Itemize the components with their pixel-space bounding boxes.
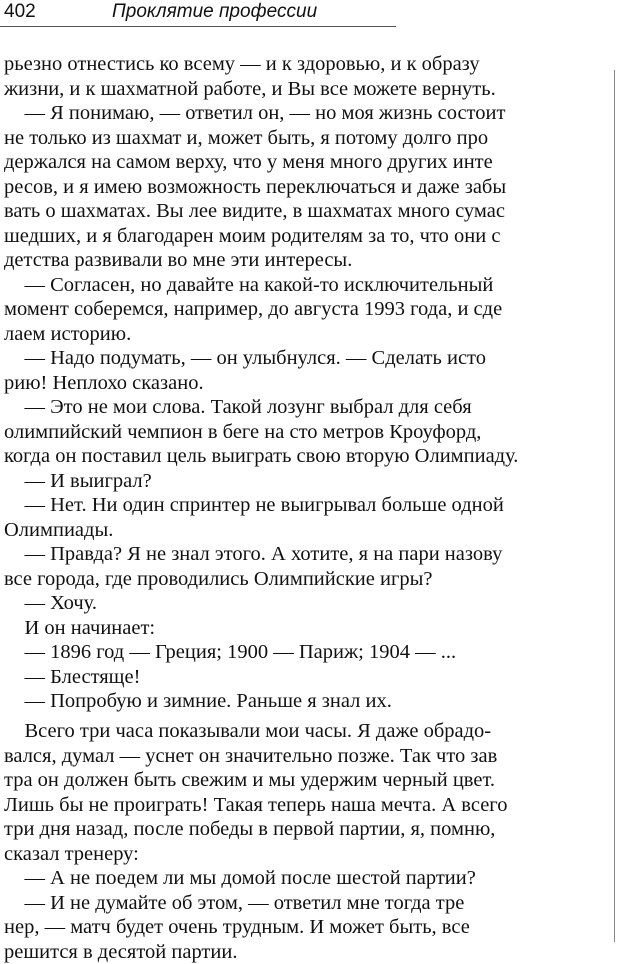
text-line: три дня назад, после победы в первой партии, я, помню, [4,817,564,842]
text-line: — Это не мои слова. Такой лозунг выбрал для себя [4,395,564,420]
running-title: Проклятие профессии [112,1,317,23]
text-line: — Нет. Ни один спринтер не выигрывал больше одной [4,493,564,518]
text-line: — Правда? Я не знал этого. А хотите, я на пари назову [4,542,564,567]
text-line: Олимпиады. [4,518,564,543]
page-number: 402 [4,1,36,23]
text-line: держался на самом верху, что у меня много других инте [4,150,564,175]
text-line: детства развивали во мне эти интересы. [4,248,564,273]
text-line: — И не думайте об этом, — ответил мне тогда тре [4,891,564,916]
text-line: вать о шахматах. Вы лее видите, в шахматах много сумас [4,199,564,224]
text-line: лаем историю. [4,322,564,347]
text-line: — Хочу. [4,591,564,616]
text-line: И он начинает: [4,616,564,641]
text-section-dialogue [4,52,564,714]
page-header [0,0,396,27]
text-line: жизни, и к шахматной работе, и Вы все можете вернуть. [4,77,564,102]
text-line: все города, где проводились Олимпийские игры? [4,567,564,592]
text-line: — Надо подумать, — он улыбнулся. — Сделать исто [4,346,564,371]
text-section-narrative [4,719,564,964]
text-line: вался, думал — уснет он значительно позже. Так что зав [4,744,564,769]
margin-rule [614,70,615,942]
text-line: решится в десятой партии. [4,940,564,964]
text-line: шедших, и я благодарен моим родителям за то, что они с [4,224,564,249]
text-line: рию! Неплохо сказано. [4,371,564,396]
text-line: Лишь бы не проиграть! Такая теперь наша мечта. А всего [4,793,564,818]
text-line: не только из шахмат и, может быть, я потому долго про [4,126,564,151]
text-line: ресов, и я имею возможность переключаться и даже забы [4,175,564,200]
text-line: тра он должен быть свежим и мы удержим черный цвет. [4,768,564,793]
text-line: момент соберемся, например, до августа 1993 года, и сде [4,297,564,322]
text-line: — Согласен, но давайте на какой-то исключительный [4,273,564,298]
text-line: нер, — матч будет очень трудным. И может быть, все [4,915,564,940]
text-line: — Попробую и зимние. Раньше я знал их. [4,689,564,714]
text-line: — Я понимаю, — ответил он, — но моя жизнь состоит [4,101,564,126]
text-line: — А не поедем ли мы домой после шестой партии? [4,866,564,891]
text-line: сказал тренеру: [4,842,564,867]
text-line: — Блестяще! [4,665,564,690]
text-line: — И выиграл? [4,469,564,494]
text-line: когда он поставил цель выиграть свою вторую Олимпиаду. [4,444,564,469]
text-line: олимпийский чемпион в беге на сто метров Кроуфорд, [4,420,564,445]
text-line: — 1896 год — Греция; 1900 — Париж; 1904 — ... [4,640,564,665]
text-line: рьезно отнестись ко всему — и к здоровью, и к образу [4,52,564,77]
text-line: Всего три часа показывали мои часы. Я даже обрадо- [4,719,564,744]
